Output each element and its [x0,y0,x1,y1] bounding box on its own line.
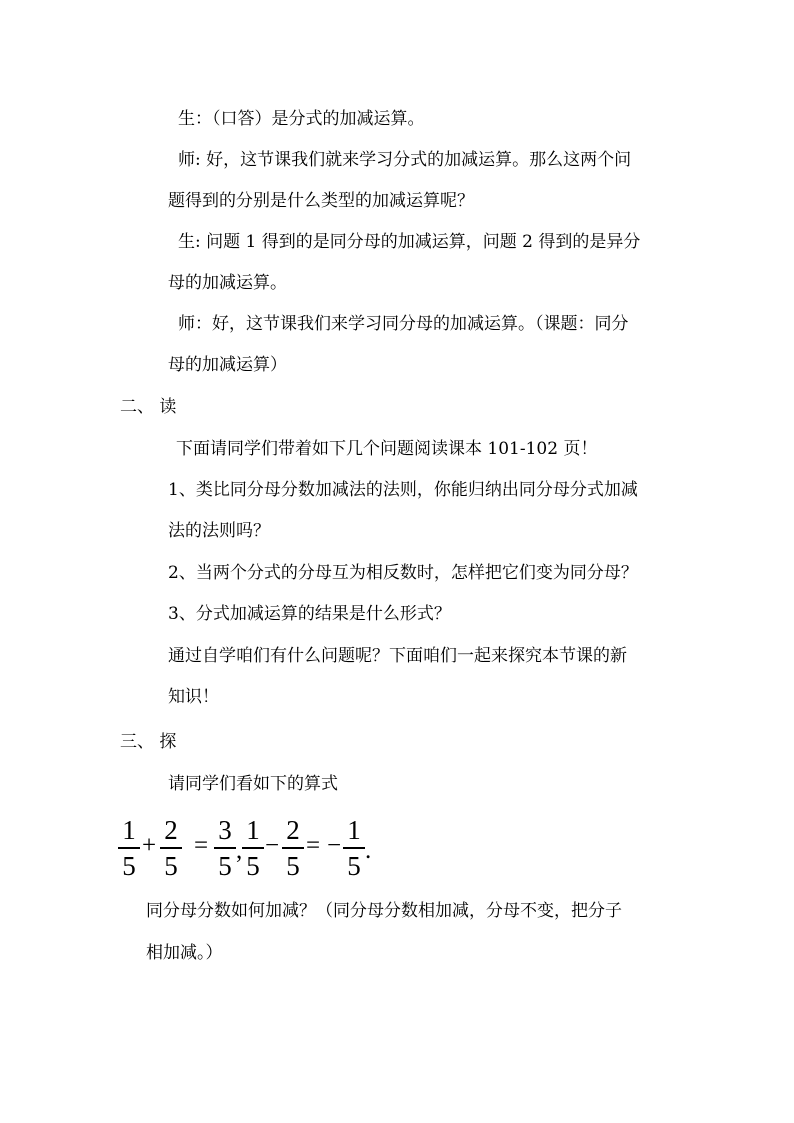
paragraph-line: 请同学们看如下的算式 [168,774,338,794]
fraction-bar [214,847,236,849]
fraction-bar [118,847,140,849]
denominator: 5 [246,850,260,881]
fraction-bar [343,847,365,849]
numerator: 1 [347,815,361,845]
fraction [242,815,264,881]
denominator: 5 [286,850,300,881]
fraction [343,815,365,881]
fraction [214,815,236,881]
paragraph-line: 法的法则吗？ [168,521,270,541]
paragraph-line: 知识！ [168,687,219,707]
fraction-bar [160,847,182,849]
question-item: 1、类比同分母分数加减法的法则，你能归纳出同分母分式加减 [168,480,638,500]
fraction-bar [282,847,304,849]
paragraph-line: 题得到的分别是什么类型的加减运算呢？ [168,191,474,211]
numerator: 1 [122,815,136,845]
equals-sign: = [306,832,321,859]
section-heading-explore: 三、 探 [120,732,177,752]
paragraph-line: 师：好，这节课我们来学习同分母的加减运算。（课题：同分 [178,314,629,334]
fraction [118,815,140,881]
section-heading-read: 二、 读 [120,397,177,417]
paragraph-line: 生: 问题 1 得到的是同分母的加减运算，问题 2 得到的是异分 [178,232,641,252]
question-item: 3、分式加减运算的结果是什么形式？ [168,604,451,624]
paragraph-line: 同分母分数如何加减？（同分母分数相加减，分母不变，把分子 [146,901,622,921]
minus-sign: − [265,832,280,859]
paragraph-line: 师: 好，这节课我们就来学习分式的加减运算。那么这两个问 [178,150,632,170]
equals-sign: = [194,832,209,859]
period: . [365,837,372,864]
fraction [282,815,304,881]
numerator: 2 [164,815,178,845]
plus-sign: + [142,832,157,859]
paragraph-line: 母的加减运算。 [168,273,287,293]
fraction-bar [242,847,264,849]
denominator: 5 [347,850,361,881]
paragraph-line: 母的加减运算） [168,355,287,375]
numerator: 2 [286,815,300,845]
negative-sign: − [327,832,342,859]
question-item: 2、当两个分式的分母互为相反数时，怎样把它们变为同分母？ [168,563,638,583]
denominator: 5 [218,850,232,881]
paragraph-line: 通过自学咱们有什么问题呢？下面咱们一起来探究本节课的新 [168,646,627,666]
fraction [160,815,182,881]
paragraph-line: 下面请同学们带着如下几个问题阅读课本 101-102 页！ [176,439,598,459]
comma: , [236,837,243,864]
denominator: 5 [122,850,136,881]
paragraph-line: 相加减。） [146,943,223,963]
denominator: 5 [164,850,178,881]
numerator: 1 [246,815,260,845]
paragraph-line: 生：（口答）是分式的加减运算。 [178,109,425,129]
numerator: 3 [218,815,232,845]
